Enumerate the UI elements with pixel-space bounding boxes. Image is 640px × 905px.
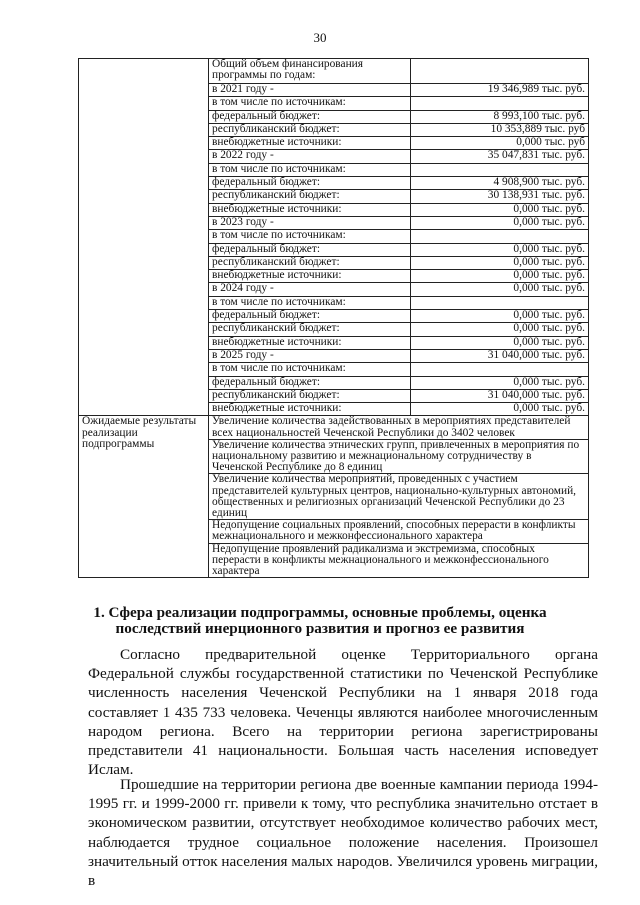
financing-value: 0,000 тыс. руб. xyxy=(411,323,589,336)
table-row xyxy=(79,243,589,256)
financing-value: 0,000 тыс. руб. xyxy=(411,310,589,323)
financing-label: в том числе по источникам: xyxy=(209,296,411,309)
financing-label: в 2025 году - xyxy=(209,349,411,362)
financing-value: 30 138,931 тыс. руб. xyxy=(411,190,589,203)
table-row xyxy=(79,416,589,439)
table-row xyxy=(79,110,589,123)
financing-value: 0,000 тыс. руб. xyxy=(411,216,589,229)
table-row xyxy=(79,137,589,150)
table-row xyxy=(79,203,589,216)
table-row xyxy=(79,59,589,84)
financing-value: 0,000 тыс. руб. xyxy=(411,203,589,216)
table-row xyxy=(79,256,589,269)
financing-label: республиканский бюджет: xyxy=(209,389,411,402)
table-row xyxy=(79,163,589,176)
financing-label: федеральный бюджет: xyxy=(209,376,411,389)
financing-value xyxy=(411,296,589,309)
page-number: 30 xyxy=(313,30,327,45)
table-row xyxy=(79,97,589,110)
financing-label: в 2021 году - xyxy=(209,84,411,97)
table-row xyxy=(79,296,589,309)
table-row xyxy=(79,190,589,203)
financing-label: республиканский бюджет: xyxy=(209,190,411,203)
results-label: Ожидаемые результаты реализации подпрограммы xyxy=(79,416,209,578)
table-row xyxy=(79,177,589,190)
table-row xyxy=(79,336,589,349)
body-text xyxy=(88,775,598,890)
table-row xyxy=(79,84,589,97)
financing-value: 10 353,889 тыс. руб xyxy=(411,123,589,136)
financing-label: внебюджетные источники: xyxy=(209,403,411,416)
result-item: Увеличение количества задействованных в мероприятиях представителей всех национальностей Чеченской Республики до 3402 человек xyxy=(209,416,589,439)
financing-value: 0,000 тыс. руб xyxy=(411,137,589,150)
result-item: Увеличение количества мероприятий, проведенных с участием представителей культурных центров, национально-культурных автономий, общественных и религиозных организаций Чеченской Республики до 23 единиц xyxy=(209,474,589,520)
table-row xyxy=(79,123,589,136)
table-row xyxy=(79,363,589,376)
table-row xyxy=(79,323,589,336)
table-row xyxy=(79,270,589,283)
financing-value: 0,000 тыс. руб. xyxy=(411,336,589,349)
financing-label: в том числе по источникам: xyxy=(209,97,411,110)
financing-value: 0,000 тыс. руб. xyxy=(411,376,589,389)
financing-value xyxy=(411,363,589,376)
financing-label: внебюджетные источники: xyxy=(209,137,411,150)
financing-label: внебюджетные источники: xyxy=(209,336,411,349)
table-row xyxy=(79,389,589,402)
table-row xyxy=(79,310,589,323)
result-item: Недопущение социальных проявлений, способных перерасти в конфликты межнационального и межконфессионального характера xyxy=(209,520,589,543)
financing-label: в том числе по источникам: xyxy=(209,363,411,376)
financing-label: внебюджетные источники: xyxy=(209,270,411,283)
table-row xyxy=(79,230,589,243)
financing-label: в том числе по источникам: xyxy=(209,230,411,243)
financing-value: 0,000 тыс. руб. xyxy=(411,243,589,256)
result-item: Недопущение проявлений радикализма и экстремизма, способных перерасти в конфликты межнационального и межконфессионального характера xyxy=(209,543,589,578)
financing-value: 31 040,000 тыс. руб. xyxy=(411,349,589,362)
financing-label: федеральный бюджет: xyxy=(209,243,411,256)
financing-label: в 2023 году - xyxy=(209,216,411,229)
financing-header: Общий объем финансирования программы по годам: xyxy=(209,59,411,84)
financing-value: 8 993,100 тыс. руб. xyxy=(411,110,589,123)
paragraph: Согласно предварительной оценке Территориального органа Федеральной службы государственной статистики по Чеченской Республике численность населения Чеченской Республики на 1 января 2018 года составляет 1 435 733 человека. Чеченцы являются наиболее многочисленным народом региона. Всего на территории региона зарегистрированы представители 41 национальности. Большая часть населения исповедует Ислам. xyxy=(88,646,598,779)
table-row xyxy=(79,403,589,416)
table-row xyxy=(79,376,589,389)
financing-value xyxy=(411,163,589,176)
table-row xyxy=(79,216,589,229)
section-title: 1. Сфера реализации подпрограммы, основные проблемы, оценка последствий инерционного развития и прогноз ее развития xyxy=(93,604,547,637)
financing-label: в 2022 году - xyxy=(209,150,411,163)
financing-value: 19 346,989 тыс. руб. xyxy=(411,84,589,97)
financing-value: 0,000 тыс. руб. xyxy=(411,403,589,416)
financing-value: 31 040,000 тыс. руб. xyxy=(411,389,589,402)
financing-value: 0,000 тыс. руб. xyxy=(411,270,589,283)
paragraph: Прошедшие на территории региона две военные кампании периода 1994-1995 гг. и 1999-2000 гг. привели к тому, что республика значительно отстает в экономическом развитии, отсутствует необходимое количество рабочих мест, наблюдается трудное социальное положение населения. Произошел значительный отток населения малых народов. Увеличился уровень миграции, в xyxy=(88,776,598,890)
financing-value: 4 908,900 тыс. руб. xyxy=(411,177,589,190)
financing-label: республиканский бюджет: xyxy=(209,323,411,336)
table-row xyxy=(79,283,589,296)
body-text xyxy=(88,645,598,779)
passport-table xyxy=(78,58,589,578)
financing-value: 0,000 тыс. руб. xyxy=(411,283,589,296)
result-item: Увеличение количества этнических групп, привлеченных в мероприятия по национальному развитию и межнациональному сотрудничеству в Чеченской Республике до 8 единиц xyxy=(209,439,589,474)
financing-label: в том числе по источникам: xyxy=(209,163,411,176)
financing-label: внебюджетные источники: xyxy=(209,203,411,216)
financing-value xyxy=(411,97,589,110)
table-row xyxy=(79,150,589,163)
financing-label: федеральный бюджет: xyxy=(209,110,411,123)
financing-value: 0,000 тыс. руб. xyxy=(411,256,589,269)
financing-label: в 2024 году - xyxy=(209,283,411,296)
table-row xyxy=(79,349,589,362)
financing-label: федеральный бюджет: xyxy=(209,177,411,190)
financing-label: республиканский бюджет: xyxy=(209,256,411,269)
financing-label: федеральный бюджет: xyxy=(209,310,411,323)
financing-value: 35 047,831 тыс. руб. xyxy=(411,150,589,163)
financing-value xyxy=(411,230,589,243)
financing-label: республиканский бюджет: xyxy=(209,123,411,136)
